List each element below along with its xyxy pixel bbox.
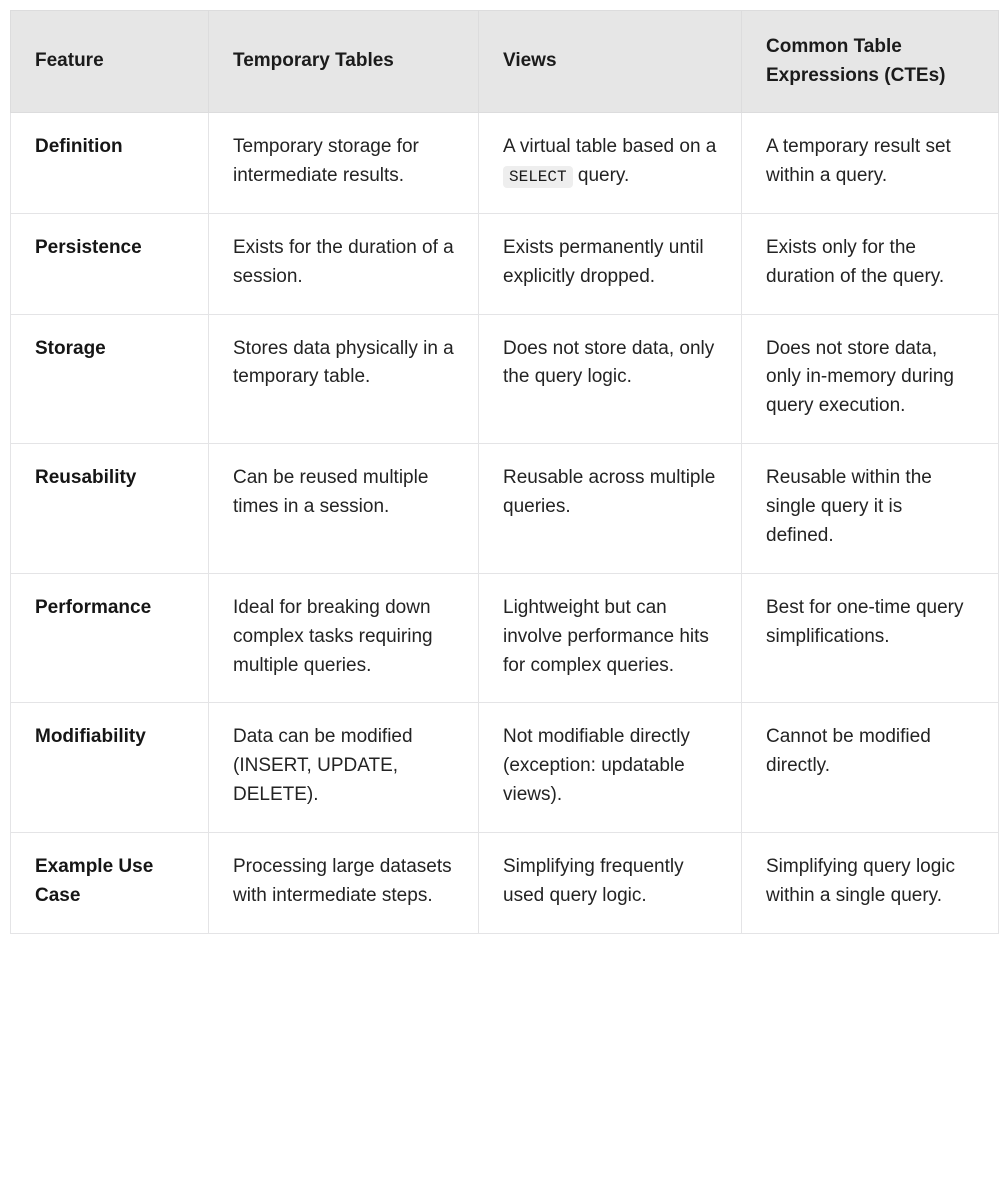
table-row	[11, 833, 999, 934]
cell-performance-ctes: Best for one-time query simplifications.	[742, 573, 999, 703]
comparison-table	[10, 10, 999, 934]
row-label-example-use-case: Example Use Case	[11, 833, 209, 934]
cell-reusability-ctes: Reusable within the single query it is defined.	[742, 444, 999, 574]
row-label-modifiability: Modifiability	[11, 703, 209, 833]
row-label-storage: Storage	[11, 314, 209, 444]
table-row	[11, 444, 999, 574]
column-header-temporary-tables: Temporary Tables	[209, 11, 479, 113]
column-header-views: Views	[479, 11, 742, 113]
cell-text-part: query.	[572, 164, 630, 186]
cell-performance-temporary-tables: Ideal for breaking down complex tasks requiring multiple queries.	[209, 573, 479, 703]
table-row	[11, 113, 999, 214]
cell-definition-ctes: A temporary result set within a query.	[742, 113, 999, 214]
column-header-feature: Feature	[11, 11, 209, 113]
cell-persistence-temporary-tables: Exists for the duration of a session.	[209, 213, 479, 314]
table-row	[11, 703, 999, 833]
cell-example-use-case-views: Simplifying frequently used query logic.	[479, 833, 742, 934]
table-row	[11, 314, 999, 444]
row-label-definition: Definition	[11, 113, 209, 214]
cell-persistence-ctes: Exists only for the duration of the query.	[742, 213, 999, 314]
cell-reusability-temporary-tables: Can be reused multiple times in a session.	[209, 444, 479, 574]
row-label-performance: Performance	[11, 573, 209, 703]
cell-definition-views	[479, 113, 742, 214]
cell-example-use-case-ctes: Simplifying query logic within a single query.	[742, 833, 999, 934]
table-row	[11, 213, 999, 314]
cell-text-part: A virtual table based on a	[503, 136, 717, 157]
row-label-reusability: Reusability	[11, 444, 209, 574]
cell-modifiability-ctes: Cannot be modified directly.	[742, 703, 999, 833]
cell-performance-views: Lightweight but can involve performance hits for complex queries.	[479, 573, 742, 703]
cell-storage-views: Does not store data, only the query logic.	[479, 314, 742, 444]
row-label-persistence: Persistence	[11, 213, 209, 314]
cell-storage-ctes: Does not store data, only in-memory during query execution.	[742, 314, 999, 444]
cell-example-use-case-temporary-tables: Processing large datasets with intermediate steps.	[209, 833, 479, 934]
sql-keyword-code: SELECT	[503, 166, 573, 188]
cell-modifiability-views: Not modifiable directly (exception: updatable views).	[479, 703, 742, 833]
cell-persistence-views: Exists permanently until explicitly dropped.	[479, 213, 742, 314]
cell-reusability-views: Reusable across multiple queries.	[479, 444, 742, 574]
table-body	[11, 113, 999, 934]
table-row	[11, 573, 999, 703]
cell-storage-temporary-tables: Stores data physically in a temporary table.	[209, 314, 479, 444]
cell-modifiability-temporary-tables: Data can be modified (INSERT, UPDATE, DELETE).	[209, 703, 479, 833]
column-header-ctes: Common Table Expressions (CTEs)	[742, 11, 999, 113]
table-header	[11, 11, 999, 113]
cell-definition-temporary-tables: Temporary storage for intermediate results.	[209, 113, 479, 214]
table-header-row	[11, 11, 999, 113]
